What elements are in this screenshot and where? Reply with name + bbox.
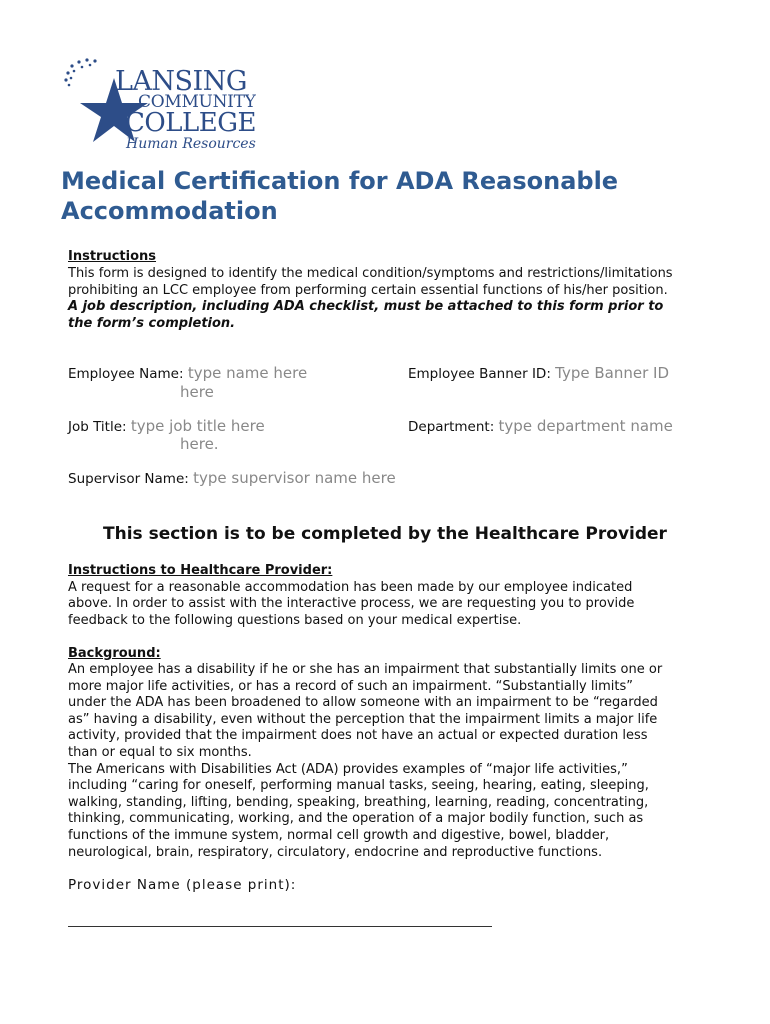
instructions-emphasis: A job description, including ADA checklist, must be attached to this form prior to xyxy=(68,299,664,314)
instructions-emphasis: the form’s completion. xyxy=(68,316,236,331)
job-title-input[interactable]: type job title here xyxy=(130,417,265,435)
section-heading: This section is to be completed by the Healthcare Provider xyxy=(103,524,667,544)
supervisor-name-field xyxy=(68,469,396,487)
page-title: Medical Certification for ADA Reasonable Accommodation xyxy=(61,167,619,225)
logo-text-human-resources: Human Resources xyxy=(126,136,256,152)
background-line: under the ADA has been broadened to allow someone with an impairment to be “regarded xyxy=(68,695,658,710)
background-line: An employee has a disability if he or she has an impairment that substantially limits one or xyxy=(68,662,663,677)
logo-text-community: COMMUNITY xyxy=(138,92,256,112)
background-line: The Americans with Disabilities Act (ADA) provides examples of “major life activities,” xyxy=(68,762,628,777)
provider-name-signature-line[interactable] xyxy=(68,926,492,927)
background-line: walking, standing, lifting, bending, speaking, breathing, learning, reading, concentrating, xyxy=(68,795,649,810)
background-line: more major life activities, or has a record of such an impairment. “Substantially limits” xyxy=(68,679,633,694)
department-input[interactable]: type department name xyxy=(498,417,673,435)
background-heading: Background: xyxy=(68,646,161,661)
background-line: as” having a disability, even without the perception that the impairment limits a major life xyxy=(68,712,658,727)
department-field xyxy=(408,417,673,435)
instructions-heading: Instructions xyxy=(68,249,157,264)
job-title-field xyxy=(68,417,265,435)
employee-name-label: Employee Name: xyxy=(68,366,184,382)
provider-instructions-line: above. In order to assist with the interactive process, we are requesting you to provide xyxy=(68,596,635,611)
job-title-label: Job Title: xyxy=(68,419,127,435)
background-line: thinking, communicating, working, and the operation of a major bodily function, such as xyxy=(68,811,644,826)
provider-instructions-heading: Instructions to Healthcare Provider: xyxy=(68,563,333,578)
background-line: than or equal to six months. xyxy=(68,745,252,760)
logo-text-lansing: LANSING xyxy=(115,66,247,97)
banner-id-input[interactable]: Type Banner ID xyxy=(555,364,670,382)
employee-name-field xyxy=(68,364,307,382)
background-line: including “caring for oneself, performing manual tasks, seeing, hearing, eating, sleeping, xyxy=(68,778,649,793)
employee-name-input[interactable]: type name here xyxy=(187,364,308,382)
provider-instructions-line: feedback to the following questions based on your medical expertise. xyxy=(68,613,522,628)
logo-text-college: COLLEGE xyxy=(125,108,256,138)
provider-name-label: Provider Name (please print): xyxy=(68,877,297,893)
banner-id-field xyxy=(408,364,669,382)
background-line: functions of the immune system, normal cell growth and digestive, bowel, bladder, xyxy=(68,828,610,843)
employee-name-input-wrap[interactable]: here xyxy=(180,383,214,401)
department-label: Department: xyxy=(408,419,495,435)
supervisor-name-input[interactable]: type supervisor name here xyxy=(193,469,396,487)
banner-id-label: Employee Banner ID: xyxy=(408,366,551,382)
supervisor-name-label: Supervisor Name: xyxy=(68,471,189,487)
provider-instructions-line: A request for a reasonable accommodation has been made by our employee indicated xyxy=(68,580,633,595)
instructions-line: This form is designed to identify the medical condition/symptoms and restrictions/limitations xyxy=(68,266,673,281)
background-line: activity, provided that the impairment does not have an actual or expected duration less xyxy=(68,728,648,743)
instructions-line: prohibiting an LCC employee from performing certain essential functions of his/her position. xyxy=(68,283,668,298)
background-line: neurological, brain, respiratory, circulatory, endocrine and reproductive functions. xyxy=(68,845,603,860)
job-title-input-wrap[interactable]: here. xyxy=(180,435,219,453)
